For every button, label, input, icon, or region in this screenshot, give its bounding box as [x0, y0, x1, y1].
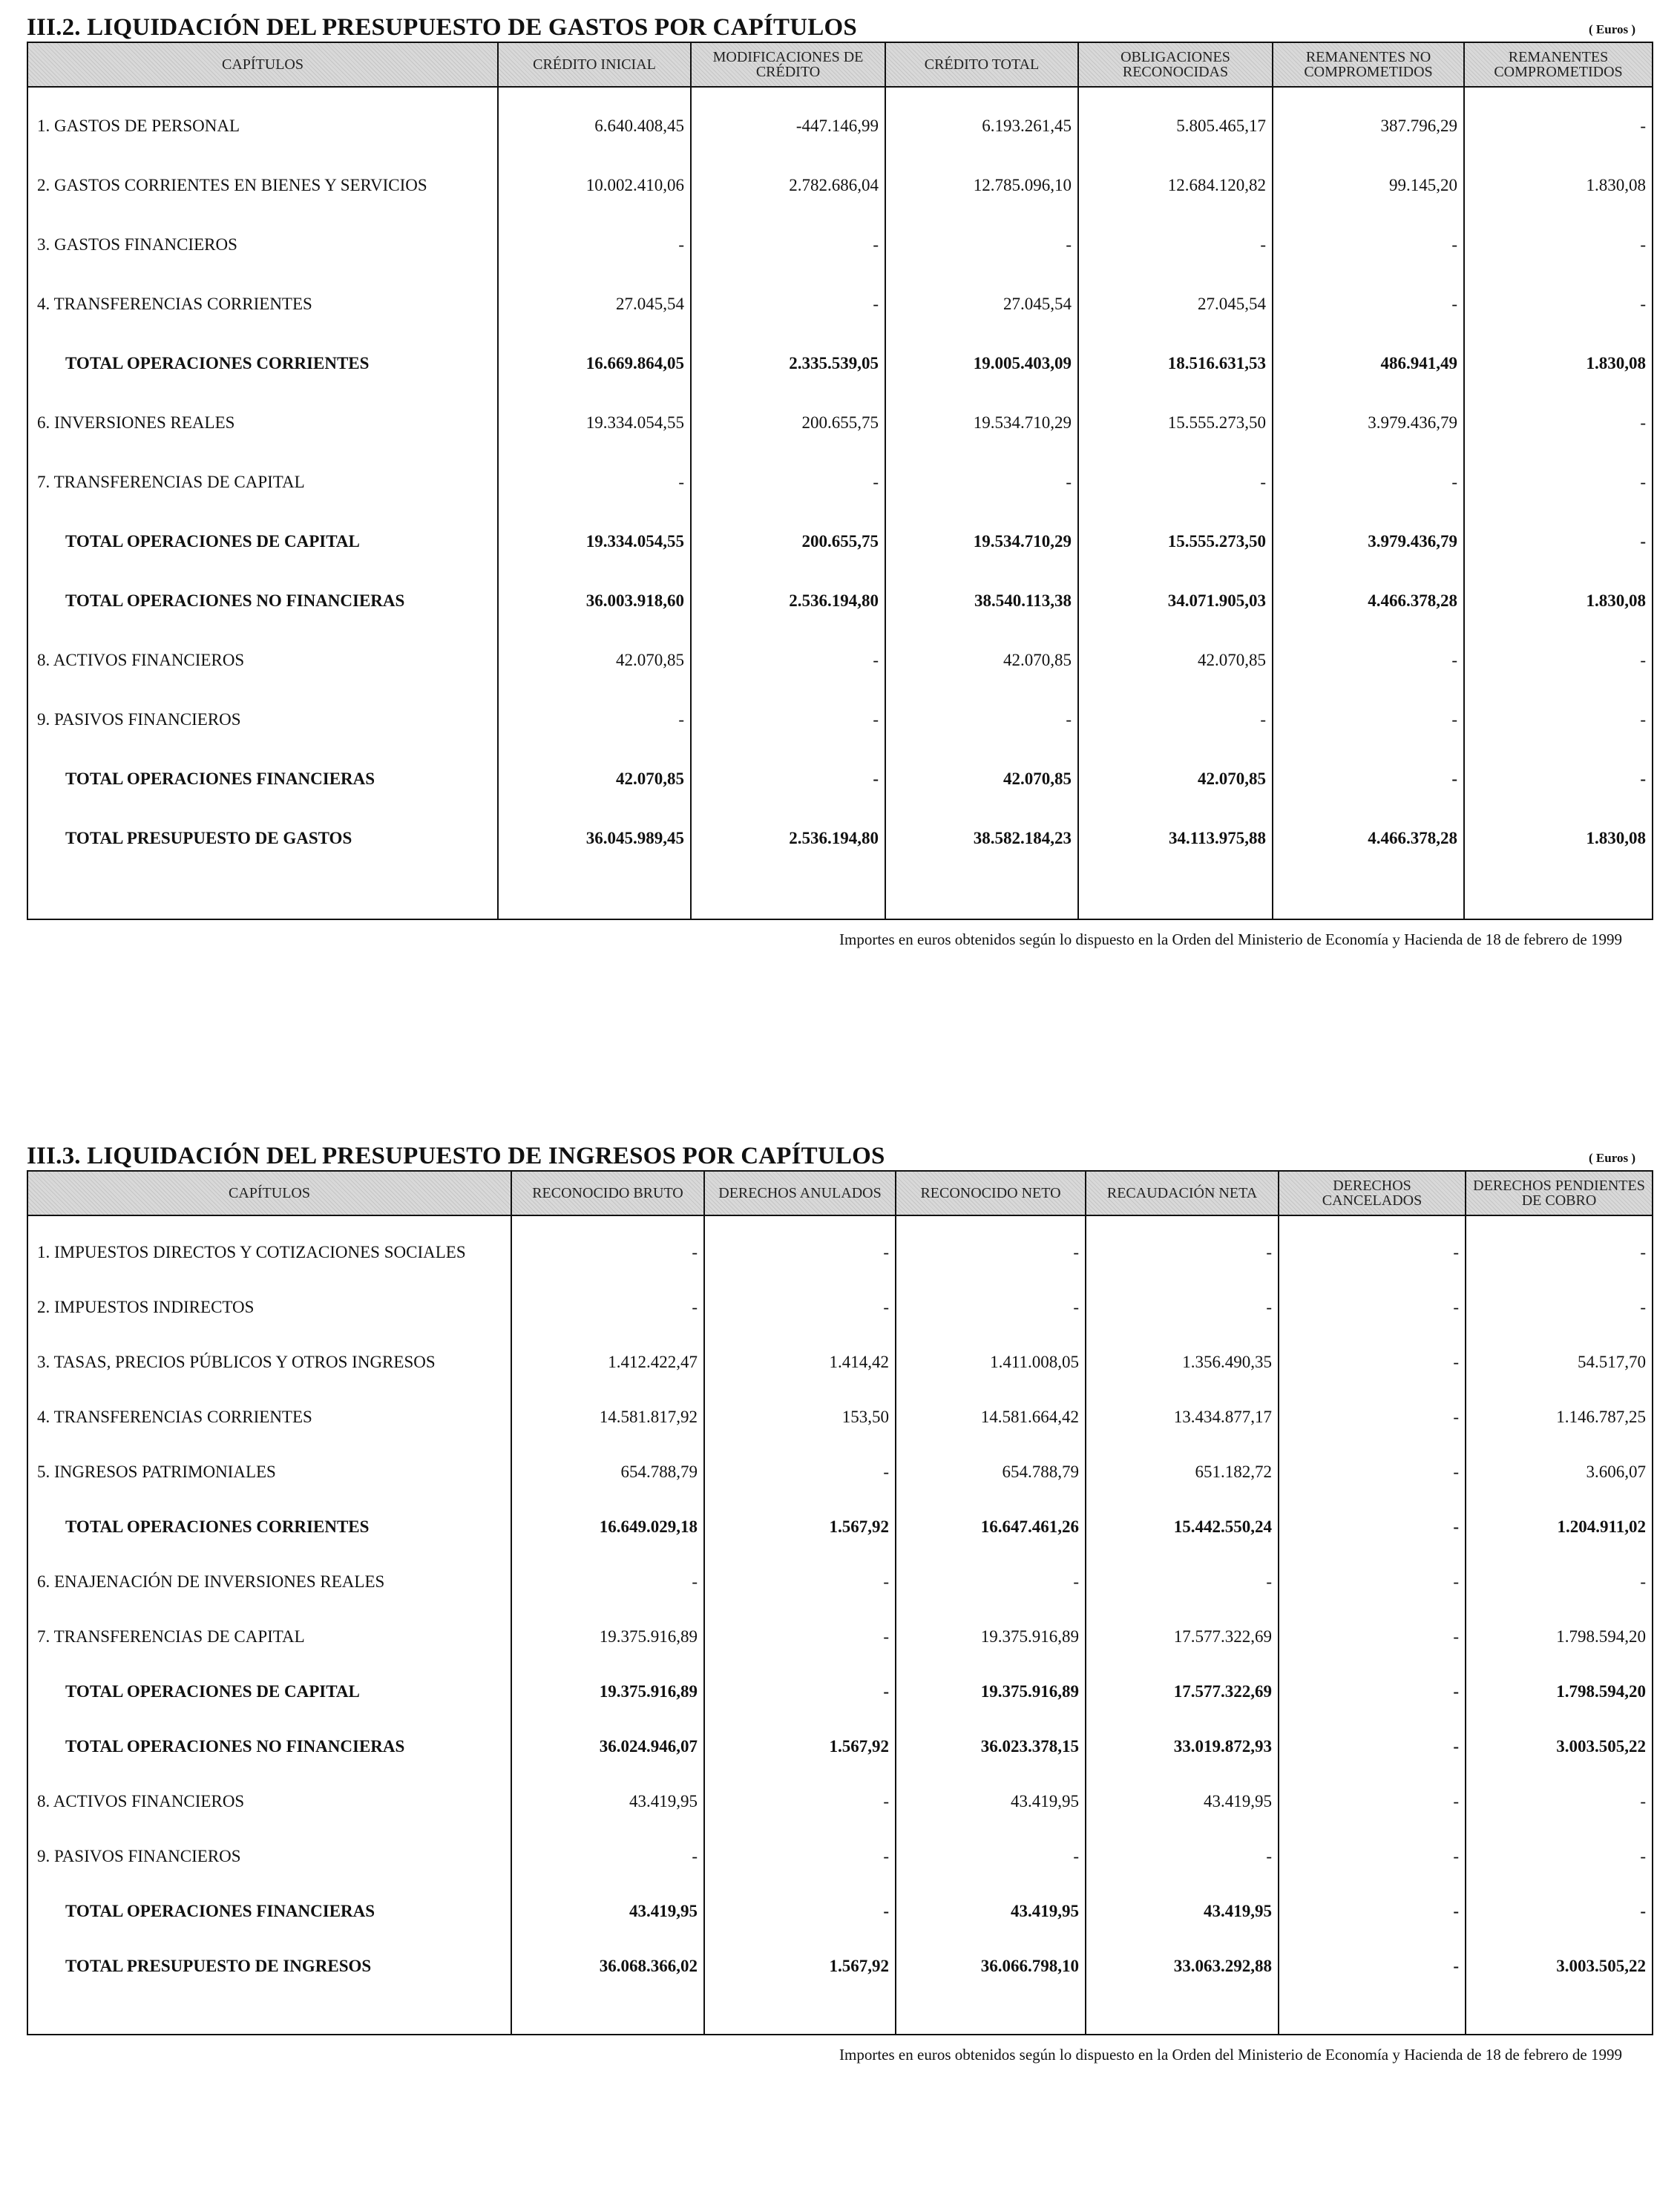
row-value: 13.434.877,17: [1086, 1390, 1279, 1445]
ingresos-unit: ( Euros ): [1589, 1151, 1635, 1165]
row-value: 387.796,29: [1273, 96, 1464, 156]
row-value: -: [1466, 1225, 1653, 1280]
row-value: -: [1464, 690, 1653, 749]
table-row: [27, 275, 1653, 334]
spacer-row: [27, 1215, 1653, 1225]
row-label: 6. ENAJENACIÓN DE INVERSIONES REALES: [27, 1555, 511, 1609]
row-value: -: [1078, 453, 1273, 512]
row-value: 10.002.410,06: [498, 156, 691, 215]
row-value: -: [1464, 96, 1653, 156]
table-row: [27, 1555, 1653, 1609]
row-value: 1.567,92: [704, 1500, 896, 1555]
row-value: 654.788,79: [511, 1445, 704, 1500]
row-value: 43.419,95: [511, 1884, 704, 1939]
row-value: 54.517,70: [1466, 1335, 1653, 1390]
row-value: -: [1078, 690, 1273, 749]
row-value: 19.375.916,89: [896, 1664, 1086, 1719]
table-row: [27, 1445, 1653, 1500]
row-value: -: [1273, 690, 1464, 749]
row-value: 43.419,95: [1086, 1774, 1279, 1829]
row-value: -: [704, 1829, 896, 1884]
row-value: -: [511, 1829, 704, 1884]
table-row: [27, 453, 1653, 512]
row-value: 19.334.054,55: [498, 393, 691, 453]
row-value: -: [1464, 512, 1653, 571]
row-label: TOTAL OPERACIONES NO FINANCIERAS: [27, 571, 498, 631]
row-value: 15.555.273,50: [1078, 512, 1273, 571]
row-value: -: [1279, 1829, 1466, 1884]
ingresos-header-5: DERECHOS CANCELADOS: [1279, 1171, 1466, 1215]
row-value: -: [896, 1225, 1086, 1280]
row-value: 43.419,95: [1086, 1884, 1279, 1939]
row-value: -: [498, 690, 691, 749]
row-value: 19.005.403,09: [885, 334, 1078, 393]
row-value: -: [691, 631, 885, 690]
row-value: -: [1466, 1884, 1653, 1939]
row-label: 4. TRANSFERENCIAS CORRIENTES: [27, 275, 498, 334]
row-label: TOTAL OPERACIONES DE CAPITAL: [27, 1664, 511, 1719]
row-value: 1.411.008,05: [896, 1335, 1086, 1390]
row-value: -: [511, 1225, 704, 1280]
row-value: 42.070,85: [498, 749, 691, 809]
row-value: 33.063.292,88: [1086, 1939, 1279, 1994]
row-value: -: [1464, 749, 1653, 809]
row-value: 36.066.798,10: [896, 1939, 1086, 1994]
row-value: -: [498, 453, 691, 512]
row-value: -: [896, 1829, 1086, 1884]
table-row: [27, 631, 1653, 690]
row-value: 42.070,85: [498, 631, 691, 690]
row-value: -: [1466, 1555, 1653, 1609]
row-value: 19.334.054,55: [498, 512, 691, 571]
row-value: 99.145,20: [1273, 156, 1464, 215]
row-label: 8. ACTIVOS FINANCIEROS: [27, 1774, 511, 1829]
row-value: 3.003.505,22: [1466, 1939, 1653, 1994]
table-row: [27, 690, 1653, 749]
row-value: -: [1279, 1225, 1466, 1280]
row-value: 651.182,72: [1086, 1445, 1279, 1500]
row-value: 36.045.989,45: [498, 809, 691, 868]
row-value: 654.788,79: [896, 1445, 1086, 1500]
row-value: 42.070,85: [1078, 631, 1273, 690]
row-value: 1.830,08: [1464, 156, 1653, 215]
row-value: -: [691, 453, 885, 512]
row-value: -: [1466, 1829, 1653, 1884]
table-row: [27, 1939, 1653, 1994]
table-row: [27, 809, 1653, 868]
table-row: [27, 156, 1653, 215]
row-value: -: [1279, 1774, 1466, 1829]
row-value: -: [1464, 215, 1653, 275]
row-label: 7. TRANSFERENCIAS DE CAPITAL: [27, 1609, 511, 1664]
row-value: -: [691, 690, 885, 749]
row-value: 3.979.436,79: [1273, 393, 1464, 453]
row-value: 43.419,95: [511, 1774, 704, 1829]
row-value: -: [1464, 275, 1653, 334]
gastos-footnote: Importes en euros obtenidos según lo dispuesto en la Orden del Ministerio de Economía y Hacienda de 18 de febrero de 1999: [839, 930, 1622, 948]
row-label: TOTAL OPERACIONES FINANCIERAS: [27, 1884, 511, 1939]
gastos-header-5: REMANENTES NO COMPROMETIDOS: [1273, 42, 1464, 87]
row-value: -: [704, 1555, 896, 1609]
row-value: -: [896, 1280, 1086, 1335]
row-value: -: [1279, 1500, 1466, 1555]
row-label: TOTAL PRESUPUESTO DE INGRESOS: [27, 1939, 511, 1994]
ingresos-header-1: RECONOCIDO BRUTO: [511, 1171, 704, 1215]
row-value: -: [1273, 215, 1464, 275]
row-value: 27.045,54: [885, 275, 1078, 334]
row-value: -: [885, 453, 1078, 512]
row-value: 34.071.905,03: [1078, 571, 1273, 631]
row-value: 14.581.664,42: [896, 1390, 1086, 1445]
row-label: 1. IMPUESTOS DIRECTOS Y COTIZACIONES SOCIALES: [27, 1225, 511, 1280]
table-row: [27, 749, 1653, 809]
row-label: 9. PASIVOS FINANCIEROS: [27, 690, 498, 749]
row-value: -: [1279, 1609, 1466, 1664]
row-value: -: [691, 275, 885, 334]
gastos-unit: ( Euros ): [1589, 22, 1635, 36]
row-value: -: [511, 1280, 704, 1335]
row-value: -: [704, 1609, 896, 1664]
row-value: -: [498, 215, 691, 275]
row-value: 486.941,49: [1273, 334, 1464, 393]
row-value: 12.785.096,10: [885, 156, 1078, 215]
row-value: 43.419,95: [896, 1774, 1086, 1829]
row-value: 3.979.436,79: [1273, 512, 1464, 571]
row-value: 34.113.975,88: [1078, 809, 1273, 868]
gastos-header-3: CRÉDITO TOTAL: [885, 42, 1078, 87]
gastos-header-row: [27, 42, 1653, 87]
table-row: [27, 512, 1653, 571]
table-row: [27, 1774, 1653, 1829]
table-row: [27, 1664, 1653, 1719]
row-value: -: [1466, 1774, 1653, 1829]
gastos-header-0: CAPÍTULOS: [27, 42, 498, 87]
row-value: -: [1279, 1555, 1466, 1609]
row-value: 36.024.946,07: [511, 1719, 704, 1774]
table-row: [27, 571, 1653, 631]
row-value: 2.335.539,05: [691, 334, 885, 393]
row-value: 19.375.916,89: [511, 1609, 704, 1664]
row-label: TOTAL OPERACIONES NO FINANCIERAS: [27, 1719, 511, 1774]
row-value: 16.669.864,05: [498, 334, 691, 393]
row-label: 3. TASAS, PRECIOS PÚBLICOS Y OTROS INGRESOS: [27, 1335, 511, 1390]
row-value: -: [1464, 393, 1653, 453]
row-value: -: [511, 1555, 704, 1609]
row-value: -: [704, 1664, 896, 1719]
row-value: -: [691, 215, 885, 275]
ingresos-header-6: DERECHOS PENDIENTES DE COBRO: [1466, 1171, 1653, 1215]
row-value: 42.070,85: [885, 749, 1078, 809]
row-value: 14.581.817,92: [511, 1390, 704, 1445]
row-value: 4.466.378,28: [1273, 809, 1464, 868]
row-value: -: [1273, 275, 1464, 334]
row-value: 1.567,92: [704, 1939, 896, 1994]
row-label: 2. IMPUESTOS INDIRECTOS: [27, 1280, 511, 1335]
table-row: [27, 1609, 1653, 1664]
ingresos-header-3: RECONOCIDO NETO: [896, 1171, 1086, 1215]
row-value: -: [1464, 631, 1653, 690]
row-label: TOTAL OPERACIONES FINANCIERAS: [27, 749, 498, 809]
row-value: 36.023.378,15: [896, 1719, 1086, 1774]
row-value: -: [704, 1774, 896, 1829]
row-value: 17.577.322,69: [1086, 1664, 1279, 1719]
ingresos-table: [27, 1170, 1653, 2035]
ingresos-header-row: [27, 1171, 1653, 1215]
gastos-header-4: OBLIGACIONES RECONOCIDAS: [1078, 42, 1273, 87]
ingresos-header-0: CAPÍTULOS: [27, 1171, 511, 1215]
row-value: -: [896, 1555, 1086, 1609]
row-value: 36.003.918,60: [498, 571, 691, 631]
row-label: 2. GASTOS CORRIENTES EN BIENES Y SERVICIOS: [27, 156, 498, 215]
row-value: 6.193.261,45: [885, 96, 1078, 156]
row-label: 6. INVERSIONES REALES: [27, 393, 498, 453]
table-row: [27, 393, 1653, 453]
row-value: -: [1279, 1335, 1466, 1390]
gastos-header-1: CRÉDITO INICIAL: [498, 42, 691, 87]
row-value: -: [1279, 1884, 1466, 1939]
row-value: 36.068.366,02: [511, 1939, 704, 1994]
row-label: TOTAL PRESUPUESTO DE GASTOS: [27, 809, 498, 868]
row-value: 42.070,85: [885, 631, 1078, 690]
row-value: -: [1273, 453, 1464, 512]
table-row: [27, 96, 1653, 156]
table-row: [27, 215, 1653, 275]
row-value: 33.019.872,93: [1086, 1719, 1279, 1774]
row-value: 6.640.408,45: [498, 96, 691, 156]
row-label: 9. PASIVOS FINANCIEROS: [27, 1829, 511, 1884]
row-value: 3.606,07: [1466, 1445, 1653, 1500]
spacer-row: [27, 868, 1653, 919]
table-row: [27, 1500, 1653, 1555]
row-value: -: [1279, 1390, 1466, 1445]
row-label: TOTAL OPERACIONES CORRIENTES: [27, 1500, 511, 1555]
row-value: 200.655,75: [691, 512, 885, 571]
row-value: -: [1086, 1829, 1279, 1884]
row-label: TOTAL OPERACIONES CORRIENTES: [27, 334, 498, 393]
table-row: [27, 1280, 1653, 1335]
table-row: [27, 334, 1653, 393]
row-value: -: [1078, 215, 1273, 275]
row-value: 1.830,08: [1464, 334, 1653, 393]
row-value: 15.442.550,24: [1086, 1500, 1279, 1555]
row-value: -: [1279, 1445, 1466, 1500]
row-value: 4.466.378,28: [1273, 571, 1464, 631]
row-value: -: [704, 1445, 896, 1500]
row-value: 1.798.594,20: [1466, 1664, 1653, 1719]
row-value: 1.146.787,25: [1466, 1390, 1653, 1445]
row-value: 1.412.422,47: [511, 1335, 704, 1390]
row-value: -: [1086, 1555, 1279, 1609]
row-value: 18.516.631,53: [1078, 334, 1273, 393]
row-value: -: [1279, 1939, 1466, 1994]
row-label: TOTAL OPERACIONES DE CAPITAL: [27, 512, 498, 571]
spacer-row: [27, 1994, 1653, 2035]
ingresos-header-2: DERECHOS ANULADOS: [704, 1171, 896, 1215]
gastos-table: [27, 42, 1653, 920]
gastos-section: [27, 9, 1652, 949]
row-label: 1. GASTOS DE PERSONAL: [27, 96, 498, 156]
row-value: -: [1086, 1225, 1279, 1280]
row-value: -: [1086, 1280, 1279, 1335]
row-value: -447.146,99: [691, 96, 885, 156]
table-row: [27, 1829, 1653, 1884]
row-value: 1.567,92: [704, 1719, 896, 1774]
spacer-row: [27, 87, 1653, 96]
row-label: 7. TRANSFERENCIAS DE CAPITAL: [27, 453, 498, 512]
row-value: 38.582.184,23: [885, 809, 1078, 868]
row-value: -: [885, 215, 1078, 275]
row-value: -: [704, 1884, 896, 1939]
gastos-header-6: REMANENTES COMPROMETIDOS: [1464, 42, 1653, 87]
row-value: 16.649.029,18: [511, 1500, 704, 1555]
row-value: 12.684.120,82: [1078, 156, 1273, 215]
row-value: -: [704, 1225, 896, 1280]
row-value: 43.419,95: [896, 1884, 1086, 1939]
row-value: -: [1273, 631, 1464, 690]
row-value: 1.414,42: [704, 1335, 896, 1390]
row-value: -: [1466, 1280, 1653, 1335]
row-value: -: [1464, 453, 1653, 512]
row-value: -: [704, 1280, 896, 1335]
row-value: 15.555.273,50: [1078, 393, 1273, 453]
row-value: 42.070,85: [1078, 749, 1273, 809]
ingresos-title: III.3. LIQUIDACIÓN DEL PRESUPUESTO DE INGRESOS POR CAPÍTULOS: [27, 1143, 885, 1169]
row-value: -: [1279, 1664, 1466, 1719]
ingresos-footnote: Importes en euros obtenidos según lo dispuesto en la Orden del Ministerio de Economía y Hacienda de 18 de febrero de 1999: [839, 2046, 1622, 2064]
table-row: [27, 1225, 1653, 1280]
row-value: -: [885, 690, 1078, 749]
row-value: 38.540.113,38: [885, 571, 1078, 631]
row-value: 16.647.461,26: [896, 1500, 1086, 1555]
table-row: [27, 1335, 1653, 1390]
row-value: 153,50: [704, 1390, 896, 1445]
row-value: 200.655,75: [691, 393, 885, 453]
row-value: 2.536.194,80: [691, 809, 885, 868]
row-value: 5.805.465,17: [1078, 96, 1273, 156]
row-value: 19.534.710,29: [885, 512, 1078, 571]
row-value: 1.798.594,20: [1466, 1609, 1653, 1664]
row-value: 19.375.916,89: [511, 1664, 704, 1719]
table-row: [27, 1884, 1653, 1939]
gastos-title: III.2. LIQUIDACIÓN DEL PRESUPUESTO DE GASTOS POR CAPÍTULOS: [27, 14, 857, 41]
row-value: 19.375.916,89: [896, 1609, 1086, 1664]
row-value: -: [1279, 1719, 1466, 1774]
row-value: -: [1273, 749, 1464, 809]
row-value: 1.830,08: [1464, 809, 1653, 868]
row-value: -: [691, 749, 885, 809]
row-label: 5. INGRESOS PATRIMONIALES: [27, 1445, 511, 1500]
row-value: 3.003.505,22: [1466, 1719, 1653, 1774]
ingresos-header-4: RECAUDACIÓN NETA: [1086, 1171, 1279, 1215]
table-row: [27, 1390, 1653, 1445]
row-value: 27.045,54: [1078, 275, 1273, 334]
row-value: 27.045,54: [498, 275, 691, 334]
ingresos-section: [27, 1138, 1652, 2064]
row-label: 4. TRANSFERENCIAS CORRIENTES: [27, 1390, 511, 1445]
row-value: 1.830,08: [1464, 571, 1653, 631]
row-value: 19.534.710,29: [885, 393, 1078, 453]
row-value: 1.204.911,02: [1466, 1500, 1653, 1555]
row-label: 3. GASTOS FINANCIEROS: [27, 215, 498, 275]
row-value: 1.356.490,35: [1086, 1335, 1279, 1390]
row-value: 2.536.194,80: [691, 571, 885, 631]
row-value: -: [1279, 1280, 1466, 1335]
row-label: 8. ACTIVOS FINANCIEROS: [27, 631, 498, 690]
row-value: 17.577.322,69: [1086, 1609, 1279, 1664]
table-row: [27, 1719, 1653, 1774]
gastos-header-2: MODIFICACIONES DE CRÉDITO: [691, 42, 885, 87]
row-value: 2.782.686,04: [691, 156, 885, 215]
